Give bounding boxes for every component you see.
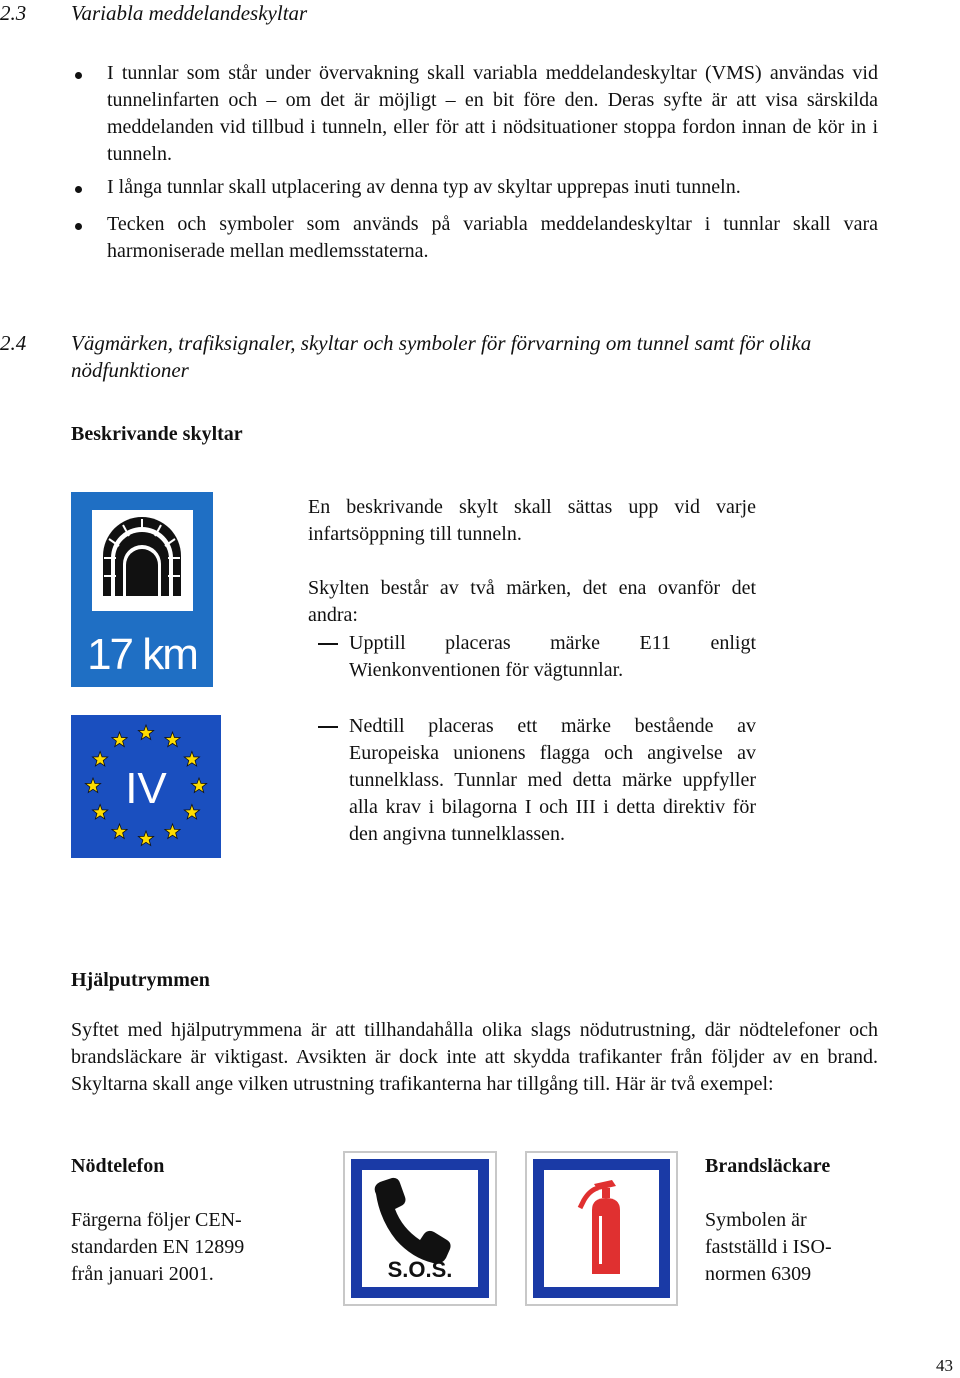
emergency-telephone-sign <box>342 1150 498 1307</box>
brandslackare-text: Symbolen är fastställd i ISO-normen 6309 <box>705 1209 832 1285</box>
dash-item-1: Upptill placeras märke E11 enligt Wienkonventionen för vägtunnlar. <box>349 632 756 681</box>
section-2-4-title: Vägmärken, trafiksignaler, skyltar och symboler för förvarning om tunnel samt för olika nödfunktioner <box>71 331 812 382</box>
nodtelefon-heading: Nödtelefon <box>71 1155 165 1177</box>
beskrivande-para-2: Skylten består av två märken, det ena ovanför det andra: <box>308 577 756 626</box>
section-2-3-number: 2.3 <box>0 1 27 25</box>
section-2-3-title: Variabla meddelandeskyltar <box>71 1 308 25</box>
bullet-icon <box>75 223 82 230</box>
nodtelefon-text: Färgerna följer CEN-standarden EN 12899 från januari 2001. <box>71 1209 245 1285</box>
dash-icon <box>318 726 338 728</box>
bullet-item-1: I tunnlar som står under övervakning skall variabla meddelandeskyltar (VMS) användas vid tunnelinfarten och – om det är möjligt – en bit före den. Deras syfte är att visa särskilda meddelanden vid tillbud i tunneln, eller för att i nödsituationer stoppa fordon innan de kör in i tunneln. <box>107 62 878 165</box>
bullet-item-2: I långa tunnlar skall utplacering av denna typ av skyltar upprepas inuti tunneln. <box>107 176 741 198</box>
tunnel-icon <box>103 517 181 596</box>
bullet-icon <box>75 72 82 79</box>
bullet-item-3: Tecken och symboler som används på variabla meddelandeskyltar i tunnlar skall vara harmoniserade mellan medlemsstaterna. <box>107 213 878 262</box>
dash-item-2: Nedtill placeras ett märke bestående av Europeiska unionens flagga och angivelse av tunnelklass. Tunnlar med detta märke uppfyller alla krav i bilagorna I och III i detta direktiv för den angivna tunnelklassen. <box>349 715 756 845</box>
tunnel-class-label: IV <box>125 764 167 813</box>
hjalputrymmen-heading: Hjälputrymmen <box>71 969 210 991</box>
beskrivande-heading: Beskrivande skyltar <box>71 423 243 445</box>
beskrivande-para-1: En beskrivande skylt skall sättas upp vid varje infartsöppning till tunneln. <box>308 496 756 545</box>
bullet-icon <box>75 186 82 193</box>
tunnel-distance-sign <box>71 492 213 687</box>
section-2-4-number: 2.4 <box>0 331 27 355</box>
eu-tunnel-class-sign <box>71 715 221 858</box>
page-number: 43 <box>936 1356 953 1375</box>
brandslackare-heading: Brandsläckare <box>705 1155 831 1177</box>
fire-extinguisher-sign <box>524 1150 679 1307</box>
hjalputrymmen-para: Syftet med hjälputrymmena är att tillhandahålla olika slags nödutrustning, där nödtelefoner och brandsläckare är viktigast. Avsikten är dock inte att skydda trafikanter från följder av en brand. Skyltarna skall ange vilken utrustning trafikanterna har tillgång till. Här är två exempel: <box>71 1019 878 1095</box>
dash-icon <box>318 643 338 645</box>
sos-label: S.O.S. <box>387 1257 453 1282</box>
tunnel-distance-label: 17 km <box>87 630 197 679</box>
